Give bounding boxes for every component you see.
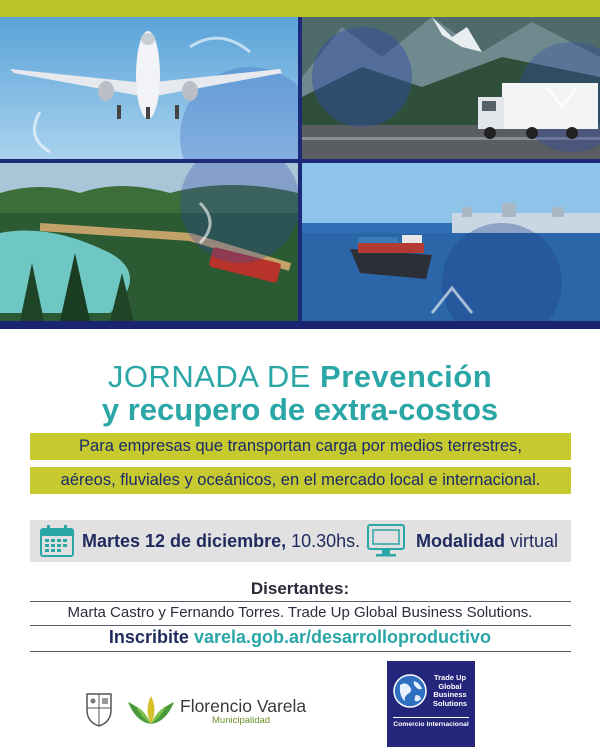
partner-name-line: Business	[433, 690, 467, 699]
florencio-varela-logo-icon	[126, 694, 176, 726]
partner-name-line: Global	[438, 681, 462, 691]
registration-line	[0, 627, 600, 648]
title-prefix: JORNADA DE	[107, 359, 321, 394]
event-mode-label: Modalidad	[416, 531, 505, 551]
trade-up-logo	[387, 661, 475, 747]
registration-link[interactable]: varela.gob.ar/desarrolloproductivo	[193, 627, 492, 647]
partner-tagline: Comercio Internacional	[393, 721, 469, 728]
event-time: 10.30hs.	[286, 531, 361, 551]
municipality-subtitle: Municipalidad	[212, 715, 271, 726]
partner-divider	[393, 717, 469, 718]
event-info-bar	[30, 520, 571, 562]
divider	[30, 601, 571, 602]
event-date	[82, 520, 360, 562]
transport-collage	[0, 17, 600, 321]
banner-bottom-bar	[0, 321, 600, 329]
municipal-shield-icon	[84, 692, 114, 728]
partner-name	[427, 674, 473, 708]
monitor-icon	[366, 523, 406, 559]
train-scene	[0, 163, 298, 321]
ship-scene	[302, 163, 600, 321]
registration-label: Inscribite	[108, 627, 189, 647]
top-accent-bar	[0, 0, 600, 17]
truck-scene	[302, 17, 600, 159]
partner-name-line: Trade Up	[433, 673, 467, 682]
globe-icon	[392, 673, 428, 709]
speakers-names: Marta Castro y Fernando Torres. Trade Up Global Business Solutions.	[67, 604, 533, 621]
divider	[30, 651, 571, 652]
airplane-scene	[0, 17, 298, 159]
event-mode-value: virtual	[505, 531, 559, 551]
event-date-day: Martes 12 de diciembre,	[82, 531, 287, 551]
title-line-2: y recupero de extra-costos	[101, 392, 499, 427]
title-highlight: Prevención	[320, 359, 493, 394]
calendar-icon	[40, 525, 74, 557]
partner-name-line: Solutions	[432, 698, 468, 708]
title-line-1	[0, 360, 600, 394]
audience-line-2: aéreos, fluviales y oceánicos, en el mercado local e internacional.	[30, 467, 571, 494]
event-mode	[416, 520, 558, 562]
speakers-title: Disertantes:	[250, 579, 350, 598]
municipality-name: Florencio Varela	[180, 696, 307, 716]
audience-line-1: Para empresas que transportan carga por medios terrestres,	[30, 433, 571, 460]
divider	[30, 625, 571, 626]
